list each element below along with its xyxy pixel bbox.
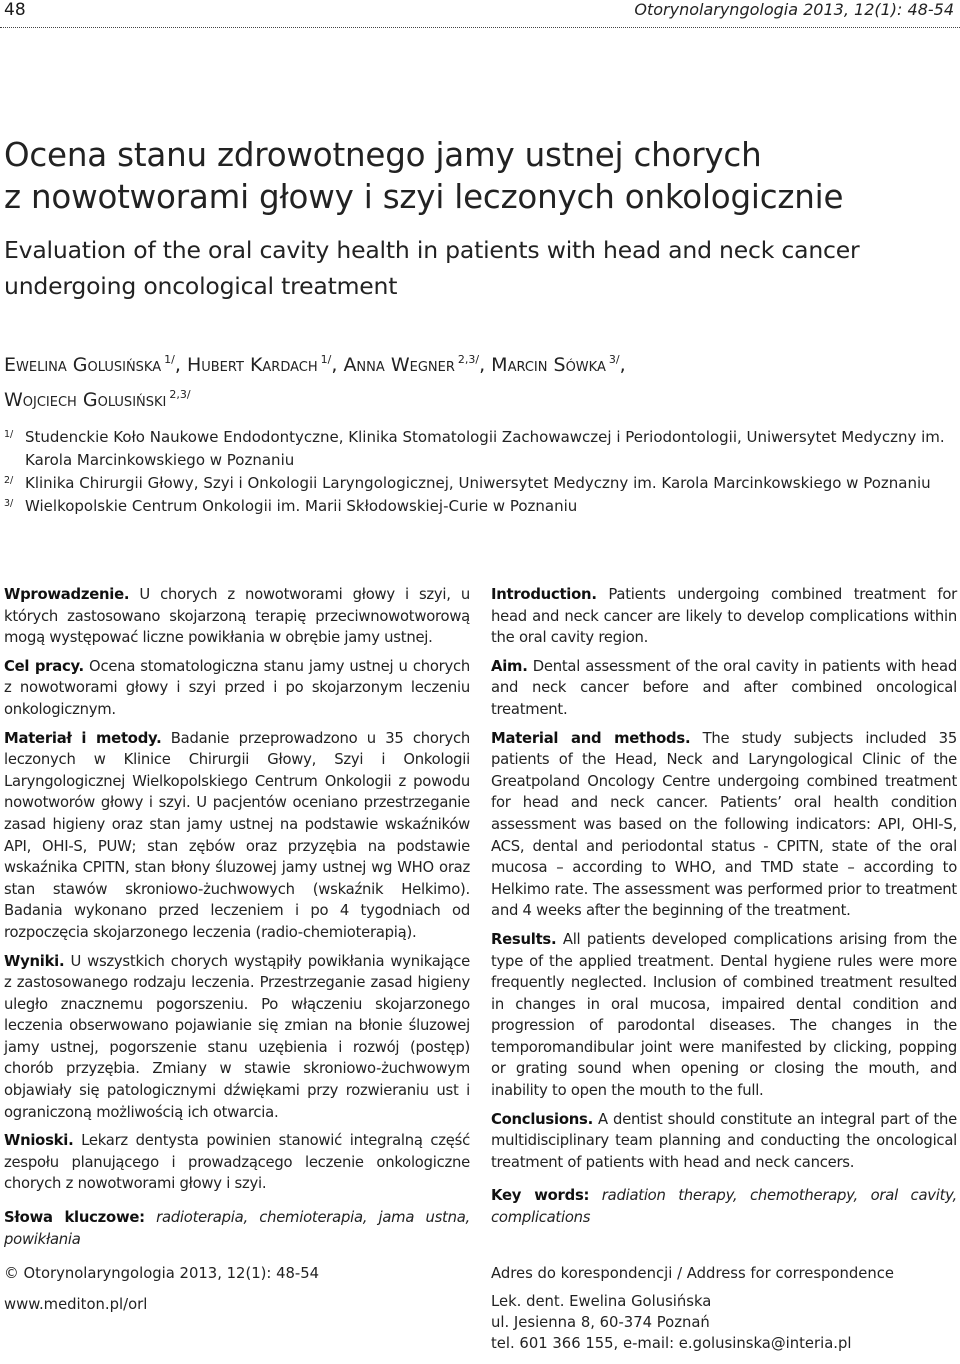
keywords — [4, 1207, 470, 1250]
section-text: Dental assessment of the oral cavity in patients with head and neck cancer before and after combined oncological treatment. — [491, 657, 957, 718]
section-label: Conclusions. — [491, 1110, 593, 1128]
abstract-section-conclusions — [491, 1109, 957, 1174]
section-text: U chorych z nowotworami głowy i szyi, u których zastosowano skojarzoną terapię przeciwnowotworową mogą występować liczne powikłania w obrębie jamy ustnej. — [4, 586, 470, 647]
abstract-english — [491, 584, 957, 1236]
abstract-section-results — [4, 951, 470, 1124]
author-affiliation-mark: 1/ — [320, 353, 332, 366]
author-list — [4, 345, 954, 415]
author-name: Marcin Sówka — [491, 354, 606, 376]
copyright-line: © Otorynolaryngologia 2013, 12(1): 48-54 — [4, 1265, 320, 1282]
author-separator: , — [619, 354, 626, 376]
section-text: All patients developed complications arising from the type of the applied treatment. Dental hygiene rules were more frequently neglected. Inclusion of combined treatment resulted in changes in oral mucosa, impaired dental condition and progression of parodontal diseases. The changes in the temporomandibular joint were manifested by clicking, popping or grating sound when opening or closing the mouth, and inability to open the mouth to the full. — [491, 930, 957, 1100]
affiliation-text: Wielkopolskie Centrum Onkologii im. Marii Skłodowskiej-Curie w Poznaniu — [25, 497, 578, 515]
correspondence-street: ul. Jesienna 8, 60-374 Poznań — [491, 1314, 710, 1331]
author-name: Hubert Kardach — [186, 354, 318, 376]
journal-citation: Otorynolaryngologia 2013, 12(1): 48-54 — [634, 0, 954, 19]
section-label: Material and methods. — [491, 729, 691, 747]
keywords-text: radiation therapy, chemotherapy, oral cavity, complications — [491, 1187, 957, 1227]
abstract-section-methods — [4, 728, 470, 944]
title-english-line1: Evaluation of the oral cavity health in patients with head and neck cancer — [4, 236, 860, 264]
abstract-section-results — [491, 929, 957, 1102]
correspondence-title: Adres do korespondencji / Address for correspondence — [491, 1265, 894, 1282]
keywords-label: Słowa kluczowe: — [4, 1209, 145, 1227]
journal-url[interactable]: www.mediton.pl/orl — [4, 1296, 148, 1313]
section-text: U wszystkich chorych wystąpiły powikłania wynikające z zastosowanego rodzaju leczenia. Przestrzeganie zasad higieny uległo znacznemu pogorszeniu. Po włączeniu skojarzonego leczenia obserwowano pojawianie się zmian na błonie śluzowej jamy ustnej, pogorszenie stanu uzębienia i rozwój (postęp) chorób przyzębia. Zmiany w stawie skroniowo-żuchwowym objawiały się patologicznymi dźwiękami przy rozwieraniu ust i ograniczoną możliwością ich otwarcia. — [4, 952, 470, 1121]
section-text: Ocena stomatologiczna stanu jamy ustnej u chorych z nowotworami głowy i szyi przed i po skojarzonym leczeniu onkologicznym. — [4, 657, 471, 718]
affiliation-item — [4, 426, 954, 472]
section-label: Wnioski. — [4, 1132, 74, 1150]
keywords-text: radioterapia, chemioterapia, jama ustna, powikłania — [4, 1209, 470, 1248]
section-label: Materiał i metody. — [4, 729, 162, 747]
section-label: Cel pracy. — [4, 657, 84, 675]
section-label: Wyniki. — [4, 952, 65, 970]
section-text: A dentist should constitute an integral part of the multidisciplinary team planning and conducting the oncological treatment of patients with head and neck cancers. — [491, 1110, 957, 1171]
abstract-section-conclusions — [4, 1130, 470, 1195]
title-polish — [4, 134, 954, 218]
abstract-polish — [4, 584, 470, 1257]
abstract-section-methods — [491, 728, 957, 922]
correspondence-contact: tel. 601 366 155, e-mail: e.golusinska@interia.pl — [491, 1335, 852, 1352]
affiliation-text: Studenckie Koło Naukowe Endodontyczne, Klinika Stomatologii Zachowawczej i Periodontologii, Uniwersytet Medyczny im. Karola Marcinkowskiego w Poznaniu — [25, 428, 945, 469]
author-affiliation-mark: 1/ — [164, 353, 175, 366]
section-label: Wprowadzenie. — [4, 586, 130, 603]
author-separator: , — [479, 354, 486, 376]
title-english-line2: undergoing oncological treatment — [4, 272, 398, 300]
section-text: Badanie przeprowadzono u 35 chorych leczonych w Klinice Chirurgii Głowy, Szyi i Onkologii Laryngologicznej Wielkopolskiego Centrum Onkologii z powodu nowotworów głowy i szyi. U pacjentów oceniano przestrzeganie zasad higieny oraz stan jamy ustnej na podstawie wskaźników API, OHI-S, PUW; stan zębów oraz przyzębia na podstawie wskaźnika CPITN, stan błony śluzowej jamy ustnej wg WHO oraz stan stawów skroniowo-żuchwowych (wskaźnik Helkimo). Badania wykonano przed leczeniem i po 4 tygodniach od rozpoczęcia skojarzonego leczenia (radio-chemioterapią). — [4, 729, 471, 941]
keywords — [491, 1185, 957, 1228]
affiliation-mark: 1/ — [4, 429, 14, 440]
abstract-section-aim — [491, 656, 957, 721]
author-affiliation-mark: 2,3/ — [457, 353, 480, 366]
abstract-section-aim — [4, 656, 470, 721]
title-polish-line1: Ocena stanu zdrowotnego jamy ustnej chorych — [4, 136, 762, 174]
footer-citation — [4, 1263, 319, 1315]
author-name: Wojciech Golusiński — [4, 389, 167, 411]
author-name: Ewelina Golusińska — [4, 354, 162, 376]
affiliation-item — [4, 495, 954, 518]
author-affiliation-mark: 2,3/ — [169, 388, 191, 401]
author-affiliation-mark: 3/ — [608, 353, 620, 366]
affiliation-mark: 2/ — [4, 475, 14, 486]
affiliation-text: Klinika Chirurgii Głowy, Szyi i Onkologii Laryngologicznej, Uniwersytet Medyczny im. Karola Marcinkowskiego w Poznaniu — [25, 474, 931, 492]
abstract-section-introduction — [4, 584, 470, 649]
correspondence-name: Lek. dent. Ewelina Golusińska — [491, 1293, 712, 1310]
affiliation-item — [4, 472, 954, 495]
author-separator: , — [174, 354, 181, 376]
affiliation-mark: 3/ — [4, 498, 14, 509]
section-label: Results. — [491, 930, 557, 948]
abstract-section-introduction — [491, 584, 957, 649]
keywords-label: Key words: — [491, 1187, 590, 1205]
title-polish-line2: z nowotworami głowy i szyi leczonych onkologicznie — [4, 178, 844, 216]
correspondence-address — [491, 1263, 894, 1354]
title-english — [4, 232, 954, 304]
author-separator: , — [331, 354, 338, 376]
author-name: Anna Wegner — [343, 354, 455, 376]
section-text: Patients undergoing combined treatment for head and neck cancer are likely to develop complications within the oral cavity region. — [491, 586, 957, 647]
affiliation-list — [4, 426, 954, 518]
section-label: Aim. — [491, 657, 528, 675]
section-text: Lekarz dentysta powinien stanowić integralną część zespołu planującego i prowadzącego leczenie onkologiczne chorych z nowotworami głowy i szyi. — [4, 1132, 470, 1193]
section-label: Introduction. — [491, 586, 597, 603]
section-text: The study subjects included 35 patients of the Head, Neck and Laryngological Clinic of the Greatpoland Oncology Centre undergoing combined treatment for head and neck cancer. Patients’ oral health condition assessment was based on the following indicators: API, OHI-S, ACS, dental and periodontal status - CPITN, state of the oral mucosa – according to WHO, and TMD state – according to Helkimo rate. The assessment was performed prior to treatment and 4 weeks after the beginning of the treatment. — [491, 729, 957, 920]
page-number: 48 — [4, 0, 26, 20]
header-divider — [0, 27, 960, 28]
